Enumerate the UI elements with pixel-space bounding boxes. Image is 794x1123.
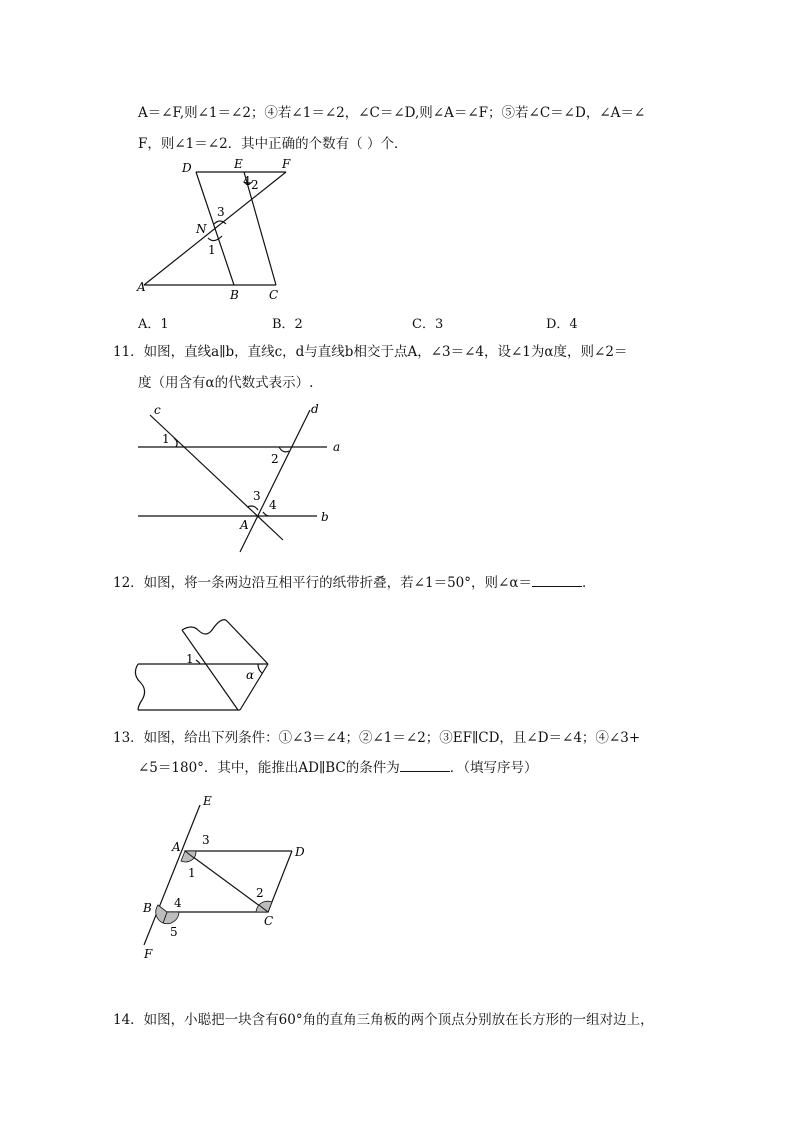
- q11-label-3: 3: [253, 489, 261, 503]
- q11-label-c: c: [154, 403, 161, 417]
- q10-choice-a: A．1: [138, 317, 169, 332]
- q10-label-N: N: [196, 222, 207, 236]
- q10-label-2: 2: [251, 178, 259, 192]
- q12-text-after: ．: [581, 575, 596, 591]
- q11-label-2: 2: [271, 452, 279, 466]
- q10-label-E: E: [234, 157, 243, 171]
- q10-choice-c: C．3: [412, 317, 444, 332]
- q10-label-3: 3: [217, 205, 225, 219]
- q13-answer-blank: [400, 759, 450, 772]
- q11-text-line2: 度（用含有α的代数式表示）.: [138, 375, 314, 391]
- q10-label-1: 1: [208, 243, 216, 257]
- q12-text: [113, 574, 595, 592]
- q11-label-1: 1: [162, 432, 170, 446]
- q12-answer-blank: [532, 574, 582, 587]
- q11-label-b: b: [321, 510, 329, 524]
- q12-label-alpha: α: [246, 668, 255, 682]
- q10-label-D: D: [182, 161, 192, 175]
- q10-figure: [130, 152, 310, 307]
- q11-label-d: d: [311, 402, 319, 416]
- q10-text-line1: A＝∠F,则∠1＝∠2；④若∠1＝∠2，∠C＝∠D,则∠A＝∠F；⑤若∠C＝∠D，∠A＝∠: [138, 105, 646, 121]
- q13-text-line2: [138, 759, 537, 777]
- q13-label-B: B: [143, 901, 152, 915]
- q10-label-A: A: [137, 280, 146, 294]
- q12-label-1: 1: [186, 652, 194, 666]
- q13-label-A: A: [172, 840, 181, 854]
- q13-label-C: C: [264, 914, 274, 928]
- q10-label-C: C: [269, 288, 279, 302]
- q13-label-D: D: [295, 845, 305, 859]
- q13-label-4: 4: [174, 896, 182, 910]
- q12-figure: [130, 600, 290, 720]
- q13-label-F: F: [144, 947, 153, 961]
- q13-label-5: 5: [170, 925, 178, 939]
- q11-figure: [130, 400, 350, 560]
- q13-label-1: 1: [188, 866, 196, 880]
- q11-label-a: a: [333, 440, 341, 454]
- q10-text-line2: F，则∠1＝∠2．其中正确的个数有（ ）个．: [138, 136, 408, 152]
- q13-text-line2-after: ．（填写序号）: [449, 760, 538, 776]
- q13-label-2: 2: [256, 886, 264, 900]
- q10-label-F: F: [282, 157, 291, 171]
- q11-label-A: A: [240, 518, 249, 532]
- q14-text-line1: 14．如图，小聪把一块含有60°角的直角三角板的两个顶点分别放在长方形的一组对边上，: [113, 1012, 654, 1028]
- q10-choices: [138, 313, 658, 331]
- q10-choice-d: D．4: [546, 317, 578, 332]
- q11-label-4: 4: [269, 498, 277, 512]
- q10-label-4: 4: [243, 174, 251, 188]
- q11-text-line1: 11．如图，直线a∥b，直线c，d与直线b相交于点A，∠3＝∠4，设∠1为α度，则∠2＝: [113, 344, 628, 360]
- q10-label-B: B: [230, 288, 239, 302]
- q10-choice-b: B．2: [272, 317, 303, 332]
- q13-figure: [130, 790, 320, 965]
- q13-text-line2-before: ∠5＝180°．其中，能推出AD∥BC的条件为: [138, 760, 400, 776]
- q13-label-E: E: [203, 794, 212, 808]
- q13-label-3: 3: [202, 833, 210, 847]
- q13-text-line1: 13．如图，给出下列条件：①∠3＝∠4；②∠1＝∠2；③EF∥CD，且∠D＝∠4；④∠3+: [113, 730, 641, 746]
- q12-text-before: 12．如图，将一条两边沿互相平行的纸带折叠，若∠1＝50°，则∠α＝: [113, 575, 532, 591]
